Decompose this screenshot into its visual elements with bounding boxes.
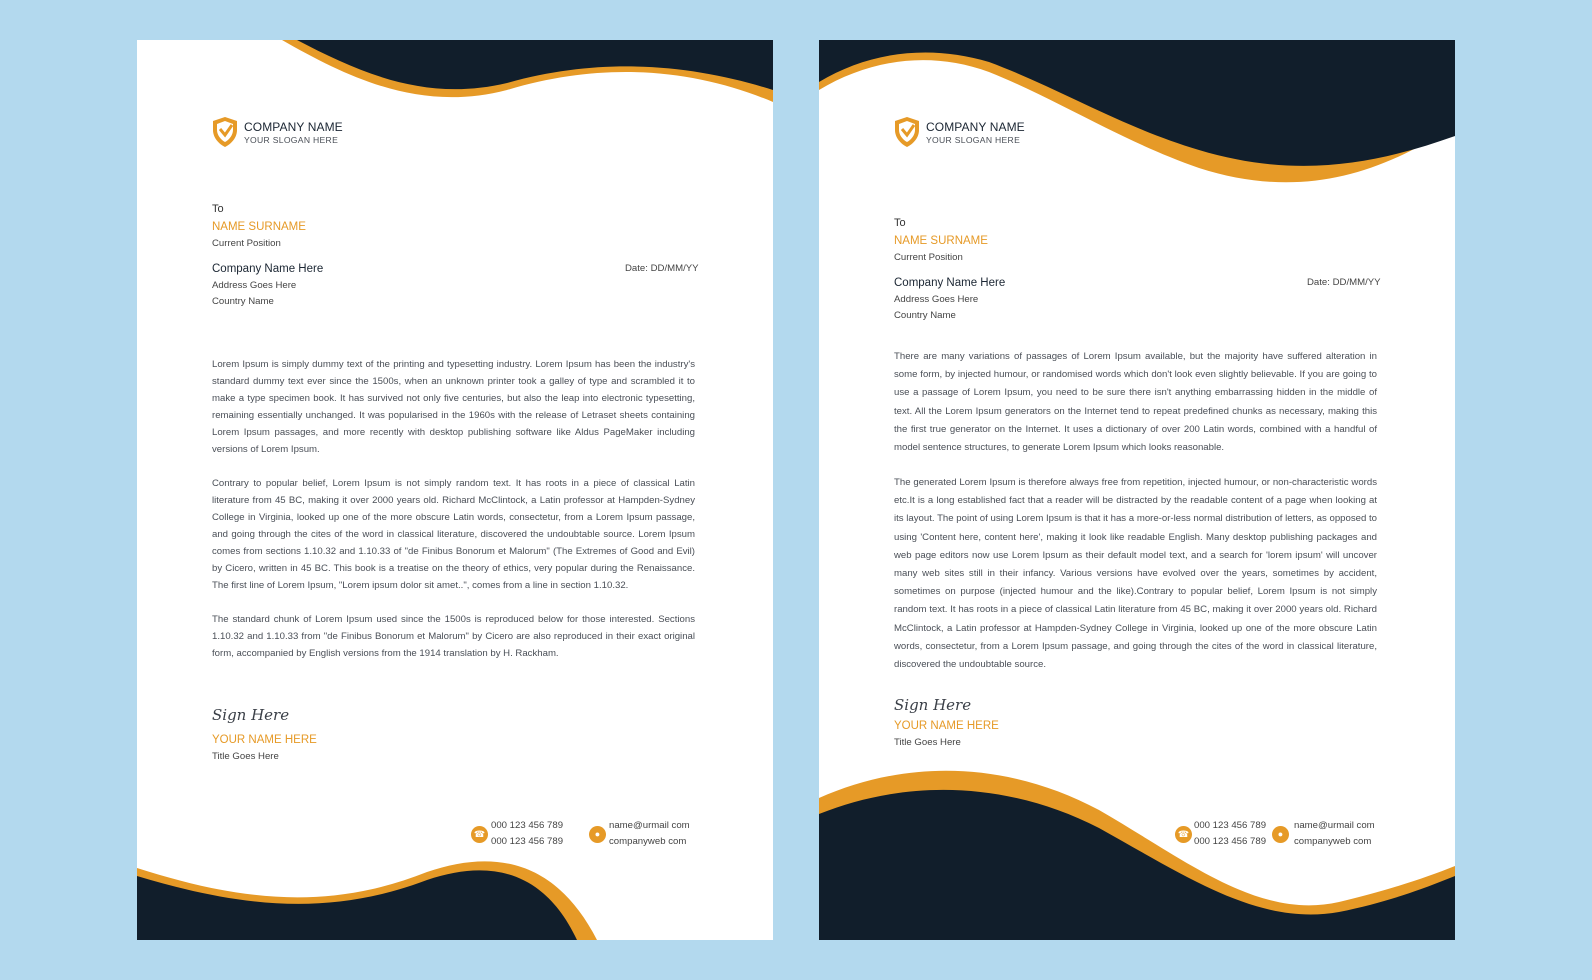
company-line: Company Name Here (894, 277, 1006, 289)
shield-icon (894, 116, 920, 148)
phone-number: 000 123 456 789 (1194, 820, 1267, 831)
phone-number: 000 123 456 789 (491, 836, 564, 847)
letterhead-page-1 (137, 40, 773, 940)
phone-number: 000 123 456 789 (1194, 836, 1267, 847)
signer-title: Title Goes Here (212, 751, 279, 762)
shield-icon (212, 116, 238, 148)
recipient-position: Current Position (894, 252, 963, 263)
recipient-position: Current Position (212, 238, 281, 249)
body-paragraph: The standard chunk of Lorem Ipsum used since the 1500s is reproduced below for those interested. Sections 1.10.32 and 1.10.33 from "de Finibus Bonorum et Malorum" by Cicero are also reproduced in their exact original form, accompanied by English versions from the 1914 translation by H. Rackham. (212, 614, 695, 659)
address-line: Address Goes Here (212, 280, 297, 291)
body-paragraph: There are many variations of passages of Lorem Ipsum available, but the majority have suffered alteration in some form, by injected humour, or randomised words which don't look even slightly believable. If you are going to use a passage of Lorem Ipsum, you need to be sure there isn't anything embarrassing hidden in the middle of text. All the Lorem Ipsum generators on the Internet tend to repeat predefined chunks as necessary, making this the first true generator on the Internet. It uses a dictionary of over 200 Latin words, combined with a handful of model sentence structures, to generate Lorem Ipsum which looks reasonable. (894, 351, 1377, 454)
signature: Sign Here (894, 696, 972, 714)
email-address: name@urmail com (609, 820, 690, 831)
address-line: Address Goes Here (894, 294, 979, 305)
phone-icon: ☎ (471, 826, 488, 843)
to-label: To (894, 217, 906, 229)
website-address: companyweb com (609, 836, 687, 847)
country-line: Country Name (894, 310, 956, 321)
email-address: name@urmail com (1294, 820, 1375, 831)
email-icon: ● (589, 826, 606, 843)
phone-number: 000 123 456 789 (491, 820, 564, 831)
body-paragraph: Lorem Ipsum is simply dummy text of the printing and typesetting industry. Lorem Ipsum has been the industry's standard dummy text ever since the 1500s, when an unknown printer took a galley of type and scrambled it to make a type specimen book. It has survived not only five centuries, but also the leap into electronic typesetting, remaining essentially unchanged. It was popularised in the 1960s with the release of Letraset sheets containing Lorem Ipsum passages, and more recently with desktop publishing software like Aldus PageMaker including versions of Lorem Ipsum. (212, 359, 695, 455)
company-name: COMPANY NAME (926, 120, 1025, 134)
website-address: companyweb com (1294, 836, 1372, 847)
recipient-name: NAME SURNAME (894, 235, 988, 247)
phone-icon: ☎ (1175, 826, 1192, 843)
to-label: To (212, 203, 224, 215)
body-paragraph: Contrary to popular belief, Lorem Ipsum is not simply random text. It has roots in a piece of classical Latin literature from 45 BC, making it over 2000 years old. Richard McClintock, a Latin professor at Hampden-Sydney College in Virginia, looked up one of the more obscure Latin words, consectetur, from a Lorem Ipsum passage, and going through the cites of the word in classical literature, discovered the undoubtable source. Lorem Ipsum comes from sections 1.10.32 and 1.10.33 of "de Finibus Bonorum et Malorum" (The Extremes of Good and Evil) by Cicero, written in 45 BC. This book is a treatise on the theory of ethics, very popular during the Renaissance. The first line of Lorem Ipsum, "Lorem ipsum dolor sit amet..", comes from a line in section 1.10.32. (212, 478, 695, 591)
country-line: Country Name (212, 296, 274, 307)
letterhead-page-2 (819, 40, 1455, 940)
signer-name: YOUR NAME HERE (212, 734, 317, 746)
company-line: Company Name Here (212, 263, 324, 275)
date-line: Date: DD/MM/YY (1307, 277, 1381, 288)
signer-name: YOUR NAME HERE (894, 720, 999, 732)
body-paragraph: The generated Lorem Ipsum is therefore always free from repetition, injected humour, or non-characteristic words etc.It is a long established fact that a reader will be distracted by the readable content of a page when looking at its layout. The point of using Lorem Ipsum is that it has a more-or-less normal distribution of letters, as opposed to using 'Content here, content here', making it look like readable English. Many desktop publishing packages and web page editors now use Lorem Ipsum as their default model text, and a search for 'lorem ipsum' will uncover many web sites still in their infancy. Various versions have evolved over the years, sometimes by accident, sometimes on purpose (injected humour and the like).Contrary to popular belief, Lorem Ipsum is not simply random text. It has roots in a piece of classical Latin literature from 45 BC, making it over 2000 years old. Richard McClintock, a Latin professor at Hampden-Sydney College in Virginia, looked up one of the more obscure Latin words, consectetur, from a Lorem Ipsum passage, and going through the cites of the word in classical literature, discovered the undoubtable source. (894, 477, 1377, 671)
date-line: Date: DD/MM/YY (625, 263, 699, 274)
company-slogan: YOUR SLOGAN HERE (926, 135, 1021, 145)
company-slogan: YOUR SLOGAN HERE (244, 135, 339, 145)
email-icon: ● (1272, 826, 1289, 843)
signature: Sign Here (212, 706, 290, 724)
company-name: COMPANY NAME (244, 120, 343, 134)
recipient-name: NAME SURNAME (212, 221, 306, 233)
signer-title: Title Goes Here (894, 737, 961, 748)
